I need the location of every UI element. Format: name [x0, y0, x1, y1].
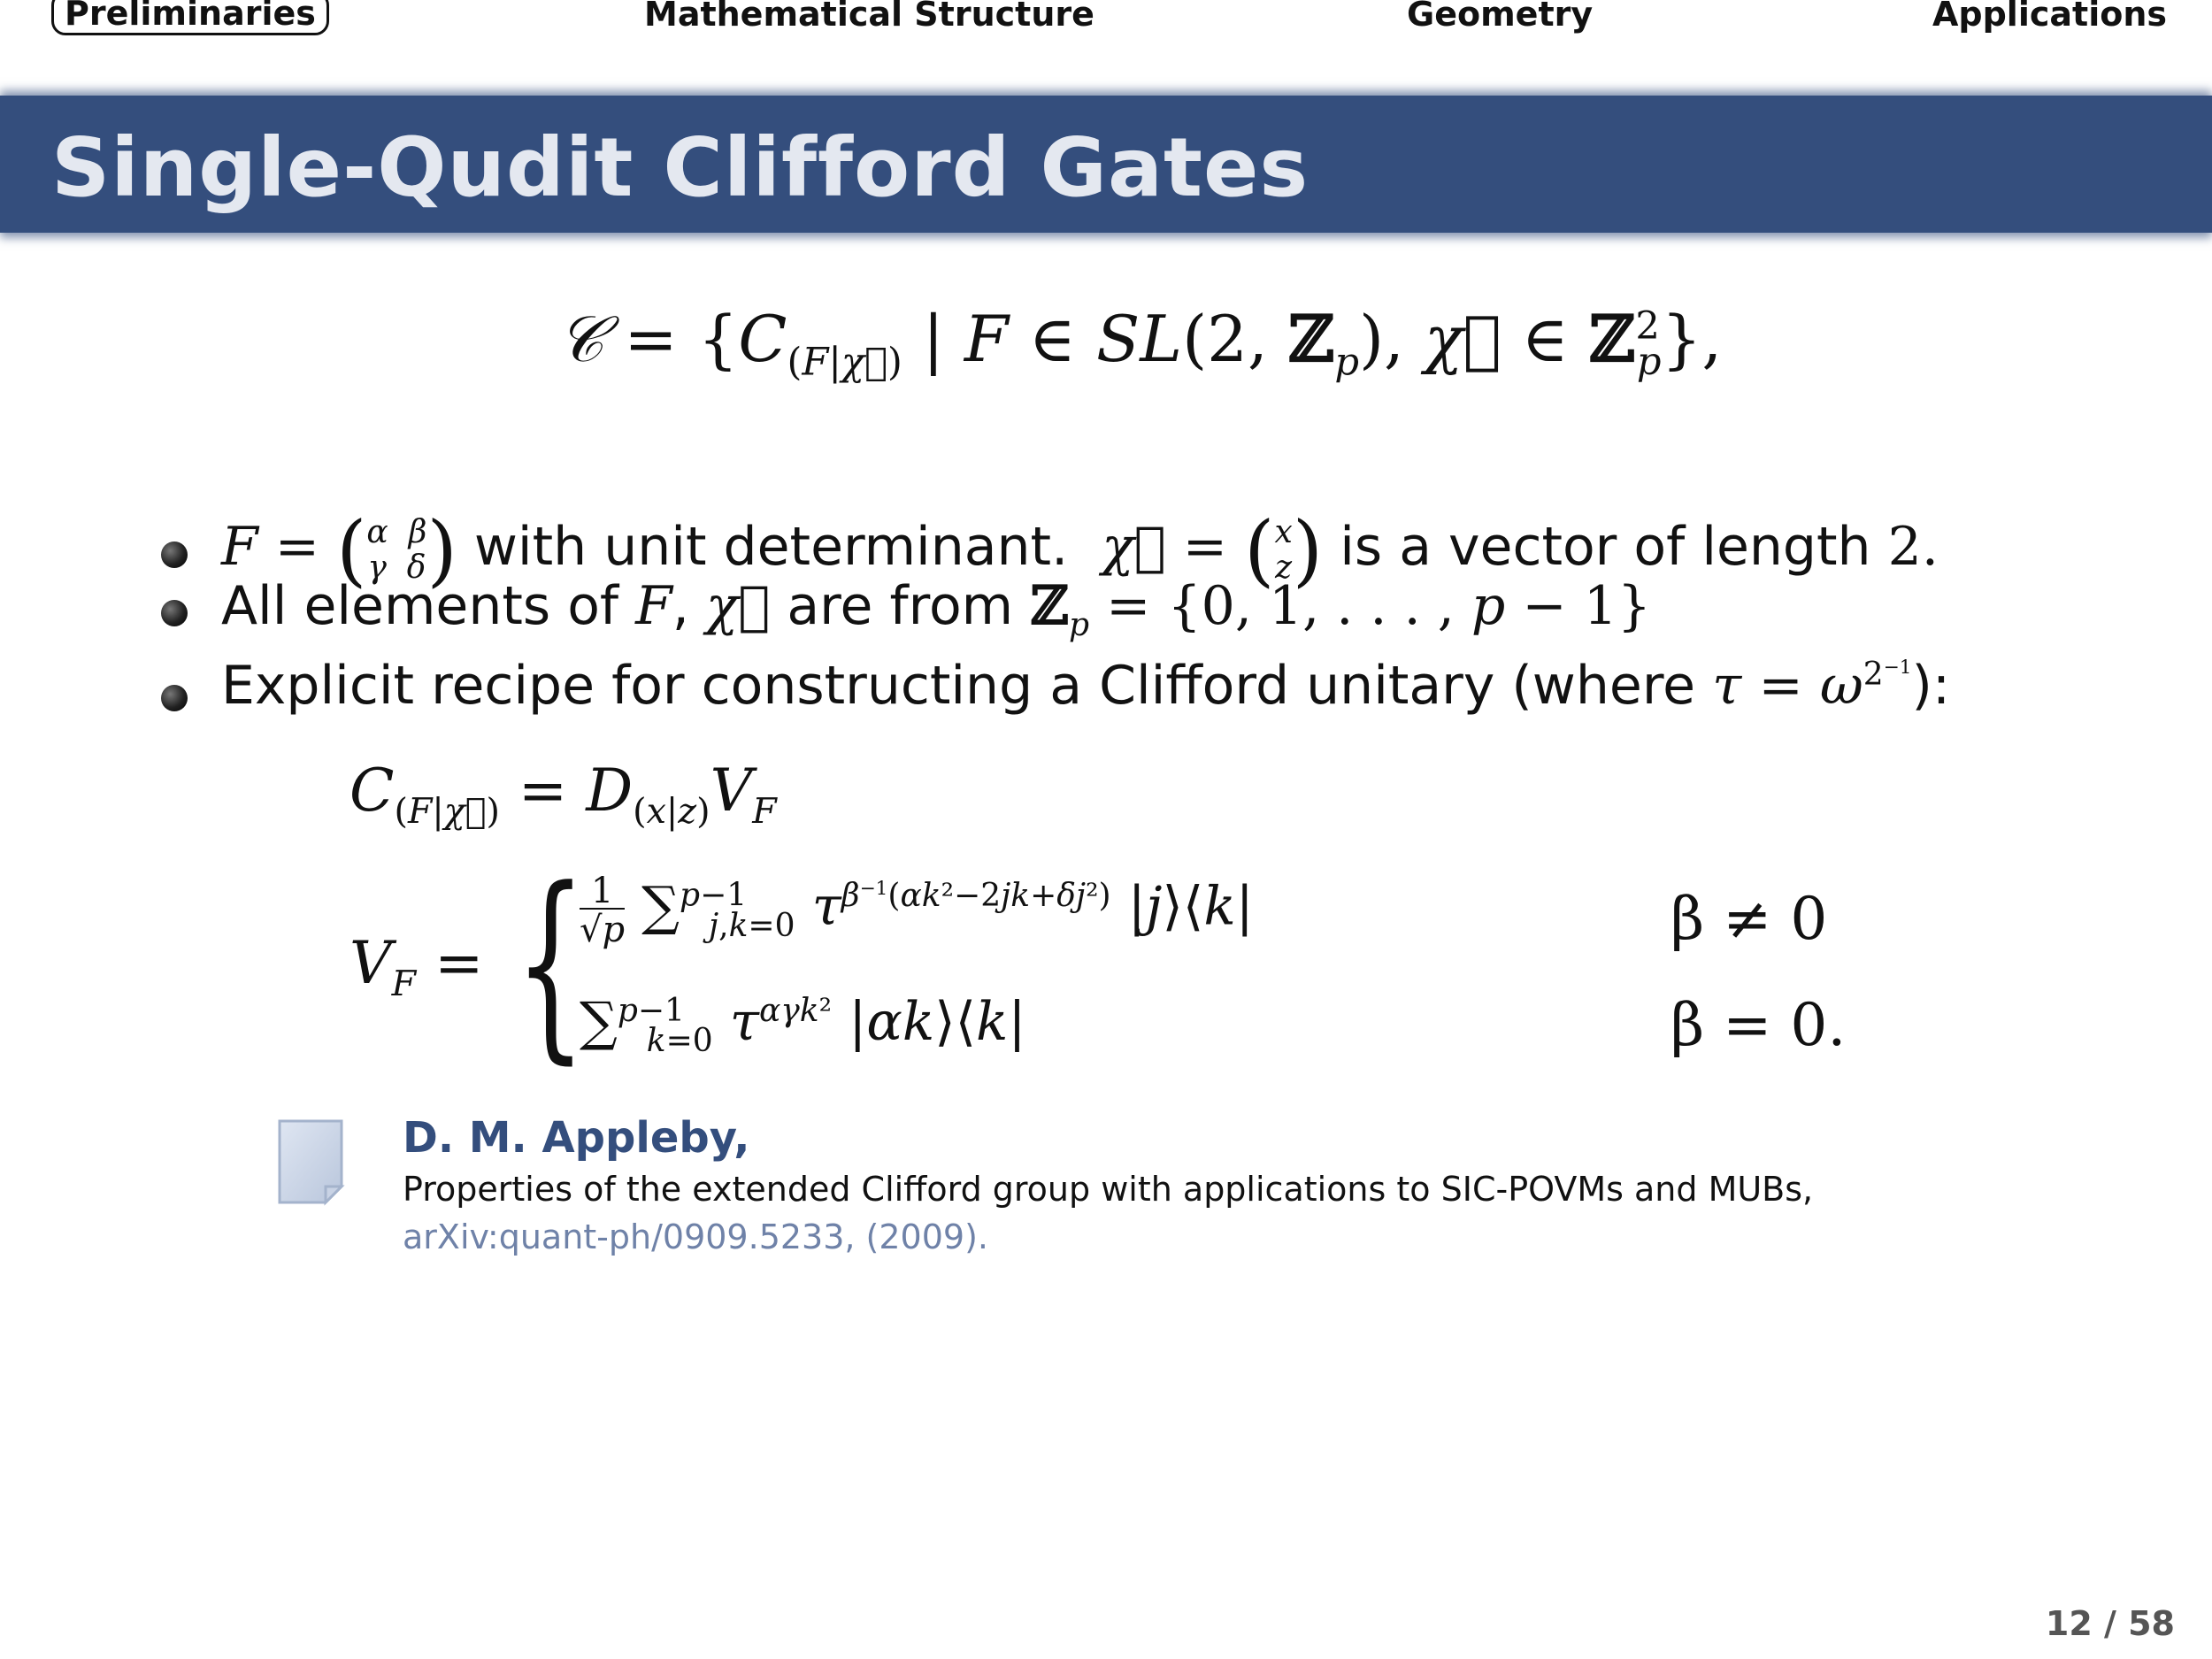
vf-case-2: ∑$^{p-1}_{k=0}$ $\tau^{\alpha\gamma k^2}$ |αk⟩⟨k| — [580, 991, 1026, 1059]
bullet-icon — [161, 600, 188, 626]
vf-case-2-condition: β = 0. — [1671, 991, 1847, 1059]
bullet-text: is a vector of length — [1340, 516, 1871, 579]
clifford-decomposition-equation: $C_{(F|\chi⃗)} = D_{(x|z)}V_F$ — [349, 757, 777, 833]
bullet-icon — [161, 685, 188, 711]
nav-preliminaries[interactable]: Preliminaries — [51, 0, 329, 35]
bullet-icon — [161, 541, 188, 568]
document-icon — [274, 1118, 347, 1206]
nav-applications[interactable]: Applications — [1932, 0, 2167, 34]
bullet-text: Explicit recipe for constructing a Clifford unitary (where — [221, 655, 1696, 717]
reference-link[interactable]: arXiv:quant-ph/0909.5233, (2009). — [403, 1217, 988, 1256]
clifford-group-definition: 𝒞 = {$C_{(F|\chi⃗)}$ | F ∈ SL(2, ℤ$_p$), χ⃗ ∈ ℤ$^2_p$}, — [557, 301, 1723, 385]
title-banner — [0, 96, 2212, 233]
nav-geometry[interactable]: Geometry — [1407, 0, 1594, 34]
slide-title: Single-Qudit Clifford Gates — [51, 120, 1310, 215]
reference-title: Properties of the extended Clifford group with applications to SIC-POVMs and MUBs, — [403, 1170, 1814, 1209]
bullet-text: with unit determinant. — [473, 516, 1069, 579]
nav-mathematical-structure[interactable]: Mathematical Structure — [644, 0, 1094, 34]
bullet-text: are from — [787, 575, 1014, 637]
reference-author: D. M. Appleby, — [403, 1113, 750, 1163]
vf-case-1: 1 √p ∑$^{p-1}_{j,k=0}$ $\tau^{\beta^{-1}(\alpha k^2-2jk+\delta j^2)}$ |j⟩⟨k| — [580, 871, 1254, 950]
page-number: 12 / 58 — [2045, 1604, 2175, 1643]
section-navigation — [0, 0, 2212, 42]
vf-case-1-condition: β ≠ 0 — [1671, 885, 1828, 953]
cases-brace: { — [515, 846, 587, 1082]
bullet-value: 2. — [1887, 516, 1939, 579]
bullet-text: All elements of — [221, 575, 619, 637]
vf-lhs: $V_F$ = — [349, 929, 484, 1005]
bullet-text: ): — [1911, 655, 1951, 717]
